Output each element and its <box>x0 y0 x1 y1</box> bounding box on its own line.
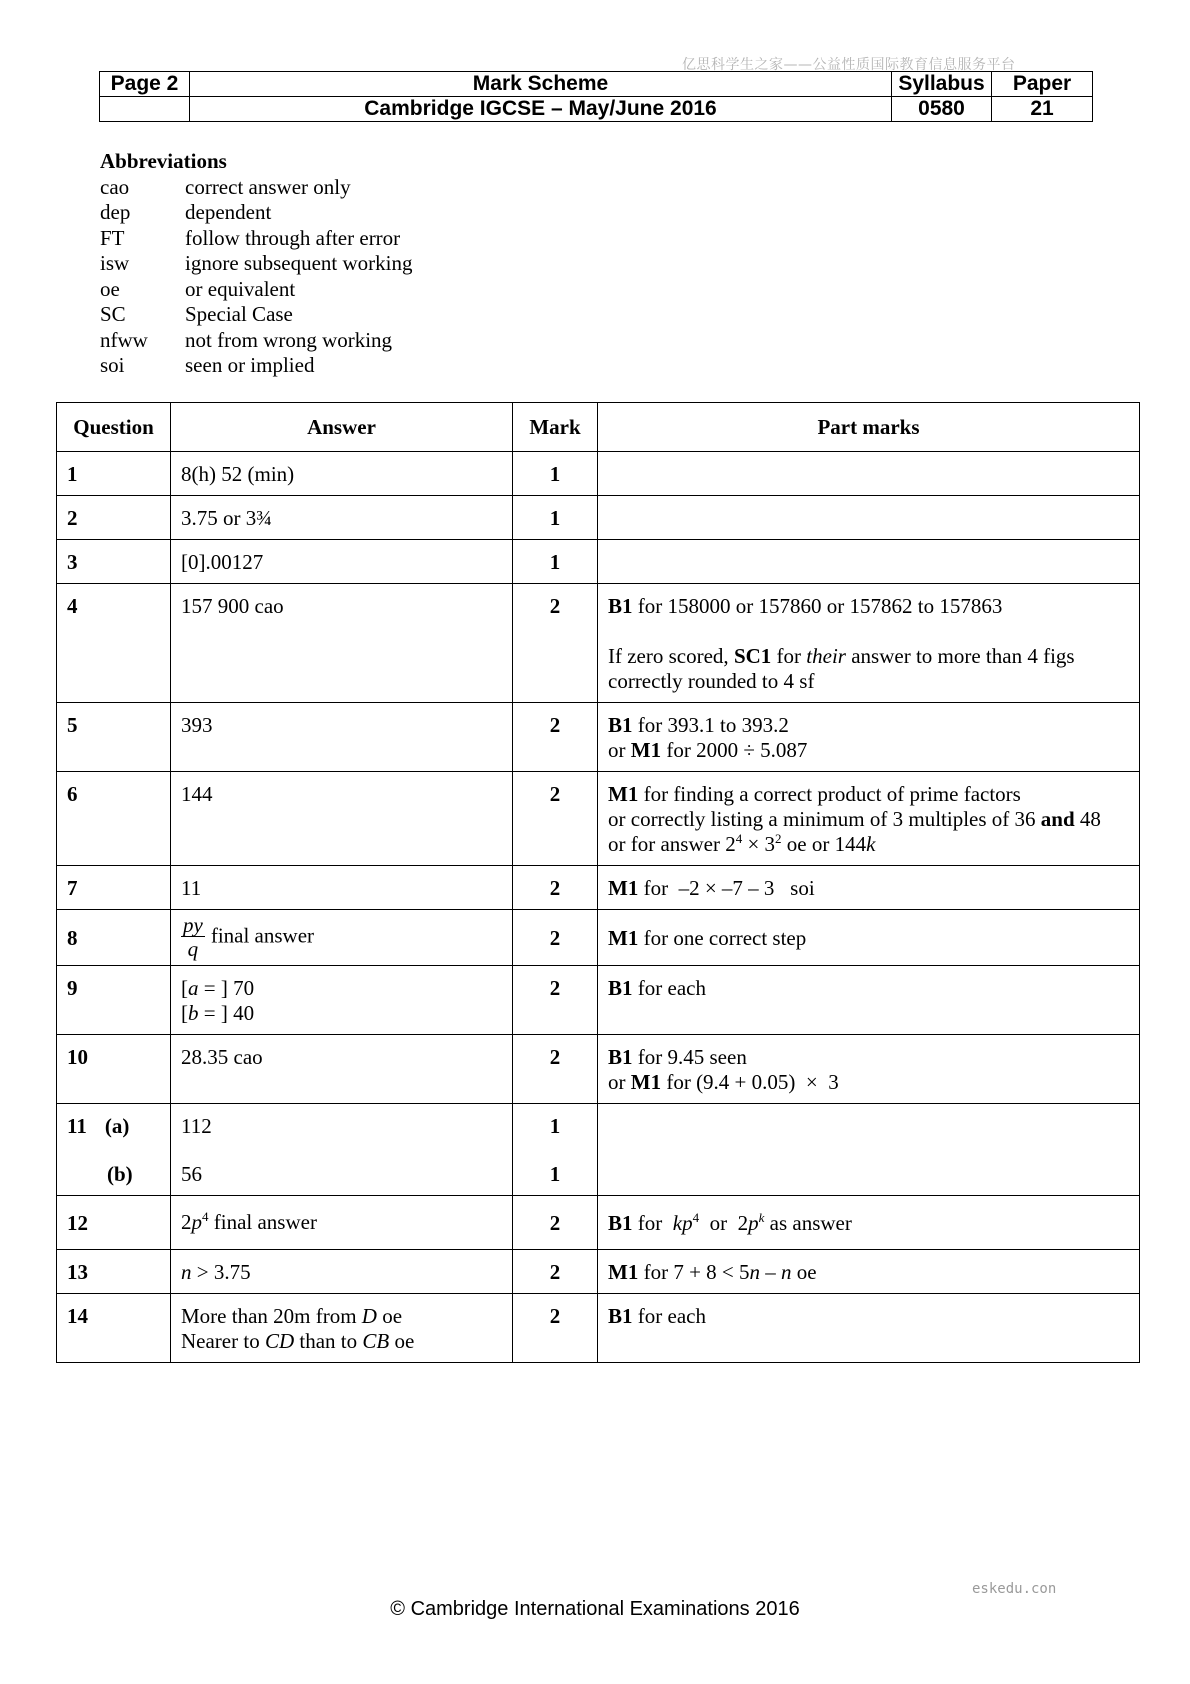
abbreviation-item <box>100 353 412 379</box>
part-marks <box>598 1104 1140 1196</box>
abbreviation-item <box>100 251 412 277</box>
question-number: 7 <box>57 866 171 910</box>
part-mark-italic: n <box>781 1260 792 1284</box>
part-mark-text: for finding a correct product of prime factors <box>638 782 1021 806</box>
answer <box>171 1104 513 1196</box>
mark-code: B1 <box>608 594 633 618</box>
answer <box>171 910 513 966</box>
answer-variable: D <box>361 1304 377 1328</box>
abbreviation-code: FT <box>100 225 125 250</box>
abbreviations-title: Abbreviations <box>100 149 227 173</box>
header-table <box>99 71 1093 122</box>
question-number: 13 <box>57 1250 171 1294</box>
part-mark-italic: n <box>749 1260 761 1284</box>
mark-code: M1 <box>608 926 639 950</box>
part-marks <box>598 584 1140 703</box>
part-mark-bold: and <box>1040 807 1075 831</box>
question-number: 14 <box>57 1294 171 1363</box>
mark-code: M1 <box>630 1070 662 1094</box>
abbreviations <box>100 149 412 379</box>
mark-code: M1 <box>630 738 662 762</box>
abbreviation-code: dep <box>100 200 131 224</box>
answer-variable: a <box>188 976 199 1000</box>
part-mark-text: If zero scored, <box>608 644 734 668</box>
watermark-bottom: eskedu.con <box>972 1581 1057 1597</box>
fraction-denominator: q <box>187 937 199 961</box>
question-number: 4 <box>57 584 171 703</box>
question-number: 5 <box>57 703 171 772</box>
abbreviation-meaning: ignore subsequent working <box>185 251 413 275</box>
part-mark-text: as answer <box>764 1211 852 1235</box>
answer <box>171 966 513 1035</box>
answer-text: 2 <box>181 1210 192 1234</box>
abbreviation-code: cao <box>100 174 130 199</box>
header-syllabus-label: Syllabus <box>892 72 992 97</box>
part-marks <box>598 540 1140 584</box>
answer: 3.75 or 3¾ <box>171 496 513 540</box>
mark-code: M1 <box>608 876 639 900</box>
part-mark-text: for 393.1 to 393.2 <box>632 713 789 737</box>
table-row <box>57 910 1140 966</box>
question-number: 6 <box>57 772 171 866</box>
part-mark-text: × 3 <box>742 832 776 856</box>
mark: 1 <box>513 540 598 584</box>
mark-code: B1 <box>608 713 633 737</box>
header-paper: 21 <box>992 97 1093 122</box>
answer: 157 900 cao <box>171 584 513 703</box>
mark-code: B1 <box>608 976 633 1000</box>
table-row <box>57 496 1140 540</box>
part-mark-text: for 7 + 8 < 5 <box>638 1260 750 1284</box>
mark-code: SC1 <box>733 644 772 668</box>
header-syllabus: 0580 <box>892 97 992 122</box>
part-mark-text: or correctly listing a minimum of 3 multiples of 36 <box>608 807 1041 831</box>
col-mark: Mark <box>513 403 598 452</box>
mark <box>513 1104 598 1196</box>
table-row <box>57 540 1140 584</box>
part-marks <box>598 1035 1140 1104</box>
question-part: (b) <box>107 1162 133 1186</box>
answer-variable: p <box>191 1210 202 1234</box>
fraction-numerator: py <box>183 913 203 937</box>
table-row <box>57 1294 1140 1363</box>
question-number: 10 <box>57 1035 171 1104</box>
abbreviation-item <box>100 328 412 354</box>
answer-variable: n <box>181 1260 192 1284</box>
part-mark-text: – <box>760 1260 782 1284</box>
table-row <box>57 772 1140 866</box>
answer-text: [ <box>181 1001 188 1025</box>
abbreviation-item <box>100 226 412 252</box>
part-mark-italic: their <box>806 644 846 668</box>
header-paper-label: Paper <box>992 72 1093 97</box>
abbreviation-meaning: Special Case <box>185 302 293 326</box>
abbreviation-code: nfww <box>100 327 148 352</box>
question-part: (a) <box>104 1114 130 1138</box>
header-title: Mark Scheme <box>190 72 892 97</box>
mark-scheme-table <box>56 402 1140 1363</box>
question-number <box>57 1104 171 1196</box>
answer-text: final answer <box>210 923 315 948</box>
mark-value: 1 <box>549 1114 561 1138</box>
part-mark-text: answer to more than 4 figs correctly rounded to 4 sf <box>608 644 1075 693</box>
part-mark-text: for 2000 ÷ 5.087 <box>661 738 808 762</box>
part-mark-text: for each <box>632 1304 706 1328</box>
part-mark-text: for <box>771 644 807 668</box>
part-mark-italic: kp <box>672 1211 693 1235</box>
answer-text: oe <box>376 1304 403 1328</box>
answer-text: 56 <box>181 1162 202 1186</box>
answer <box>171 1196 513 1250</box>
table-header-row <box>57 403 1140 452</box>
mark: 2 <box>513 1294 598 1363</box>
part-marks <box>598 1196 1140 1250</box>
part-mark-text: or <box>608 1070 631 1094</box>
part-marks <box>598 703 1140 772</box>
abbreviation-code: isw <box>100 251 130 275</box>
question-number: 3 <box>57 540 171 584</box>
part-marks <box>598 1250 1140 1294</box>
part-marks <box>598 966 1140 1035</box>
abbreviation-meaning: correct answer only <box>185 174 351 199</box>
mark: 2 <box>513 1250 598 1294</box>
part-mark-text: for 9.45 seen <box>632 1045 747 1069</box>
answer: 28.35 cao <box>171 1035 513 1104</box>
abbreviation-item <box>100 277 412 303</box>
part-mark-text: oe <box>791 1260 817 1284</box>
header-exam: Cambridge IGCSE – May/June 2016 <box>190 97 892 122</box>
answer-text: [ <box>181 976 188 1000</box>
col-question: Question <box>57 403 171 452</box>
col-part-marks: Part marks <box>598 403 1140 452</box>
mark-code: B1 <box>608 1211 633 1235</box>
part-mark-italic: k <box>866 832 876 856</box>
abbreviation-code: oe <box>100 276 120 301</box>
table-row <box>57 584 1140 703</box>
part-mark-text: for –2 × –7 – 3 soi <box>638 876 815 900</box>
answer-text: 112 <box>181 1114 212 1138</box>
mark: 2 <box>513 584 598 703</box>
answer-text: > 3.75 <box>191 1260 251 1284</box>
part-mark-text: or 2 <box>699 1211 749 1235</box>
part-marks <box>598 772 1140 866</box>
mark-value: 1 <box>549 1162 561 1186</box>
abbreviation-code: soi <box>100 353 125 377</box>
part-marks <box>598 1294 1140 1363</box>
answer-text: Nearer to <box>181 1329 265 1353</box>
part-mark-italic: p <box>748 1211 759 1235</box>
table-row <box>57 966 1140 1035</box>
part-mark-text: for (9.4 + 0.05) × 3 <box>661 1070 839 1094</box>
mark: 1 <box>513 496 598 540</box>
superscript: 2 <box>775 831 782 846</box>
answer-text: More than 20m from <box>181 1304 362 1328</box>
part-marks <box>598 866 1140 910</box>
part-mark-text: or <box>608 738 631 762</box>
header-empty-cell <box>100 97 190 122</box>
mark-code: M1 <box>608 782 639 806</box>
part-marks <box>598 496 1140 540</box>
part-marks <box>598 452 1140 496</box>
question-number: 1 <box>57 452 171 496</box>
part-mark-text: 48 <box>1074 807 1101 831</box>
answer-text: = ] 70 <box>198 976 255 1000</box>
table-row <box>57 452 1140 496</box>
table-row <box>57 1250 1140 1294</box>
abbreviation-meaning: dependent <box>185 200 272 224</box>
mark-code: M1 <box>608 1260 639 1284</box>
part-marks <box>598 910 1140 966</box>
fraction <box>181 914 205 961</box>
mark-code: B1 <box>608 1045 633 1069</box>
part-mark-text: for each <box>632 976 706 1000</box>
abbreviation-item <box>100 200 412 226</box>
mark: 1 <box>513 452 598 496</box>
answer: 8(h) 52 (min) <box>171 452 513 496</box>
watermark-top: 亿思科学生之家——公益性质国际教育信息服务平台 <box>682 57 1016 73</box>
answer-variable: CB <box>362 1329 390 1353</box>
mark: 2 <box>513 772 598 866</box>
mark-code: B1 <box>608 1304 633 1328</box>
question-number: 2 <box>57 496 171 540</box>
answer <box>171 1294 513 1363</box>
answer <box>171 1250 513 1294</box>
mark: 2 <box>513 1035 598 1104</box>
mark: 2 <box>513 703 598 772</box>
superscript: 4 <box>202 1209 209 1224</box>
answer: 393 <box>171 703 513 772</box>
question-number: 12 <box>57 1196 171 1250</box>
table-row <box>57 1196 1140 1250</box>
question-number-text: 11 <box>67 1114 87 1138</box>
abbreviation-meaning: not from wrong working <box>185 327 393 352</box>
mark: 2 <box>513 910 598 966</box>
abbreviation-meaning: or equivalent <box>185 276 296 301</box>
footer-copyright: © Cambridge International Examinations 2016 <box>390 1598 800 1620</box>
answer-variable: b <box>188 1001 199 1025</box>
abbreviation-meaning: seen or implied <box>185 353 315 377</box>
table-row <box>57 1104 1140 1196</box>
part-mark-text: for 158000 or 157860 or 157862 to 157863 <box>632 594 1003 618</box>
table-row <box>57 1035 1140 1104</box>
part-mark-text: or for answer 2 <box>608 832 736 856</box>
abbreviation-item <box>100 302 412 328</box>
answer: [0].00127 <box>171 540 513 584</box>
table-row <box>57 703 1140 772</box>
abbreviation-item <box>100 175 412 201</box>
mark: 2 <box>513 866 598 910</box>
answer: 11 <box>171 866 513 910</box>
table-row <box>57 866 1140 910</box>
header-page: Page 2 <box>100 72 190 97</box>
superscript: k <box>758 1210 765 1225</box>
answer-text: final answer <box>208 1210 317 1234</box>
answer-text: oe <box>389 1329 415 1353</box>
abbreviation-code: SC <box>100 302 126 326</box>
superscript: 4 <box>735 831 743 846</box>
mark: 2 <box>513 1196 598 1250</box>
abbreviation-meaning: follow through after error <box>185 225 401 250</box>
answer-text: = ] 40 <box>198 1001 255 1025</box>
part-mark-text: oe or 144 <box>781 832 867 856</box>
question-number: 9 <box>57 966 171 1035</box>
answer: 144 <box>171 772 513 866</box>
part-mark-text: for one correct step <box>638 926 807 950</box>
answer-variable: CD <box>264 1329 295 1353</box>
answer-text: than to <box>294 1329 363 1353</box>
part-mark-text: for <box>632 1211 673 1235</box>
superscript: 4 <box>692 1210 700 1225</box>
col-answer: Answer <box>171 403 513 452</box>
question-number: 8 <box>57 910 171 966</box>
mark: 2 <box>513 966 598 1035</box>
